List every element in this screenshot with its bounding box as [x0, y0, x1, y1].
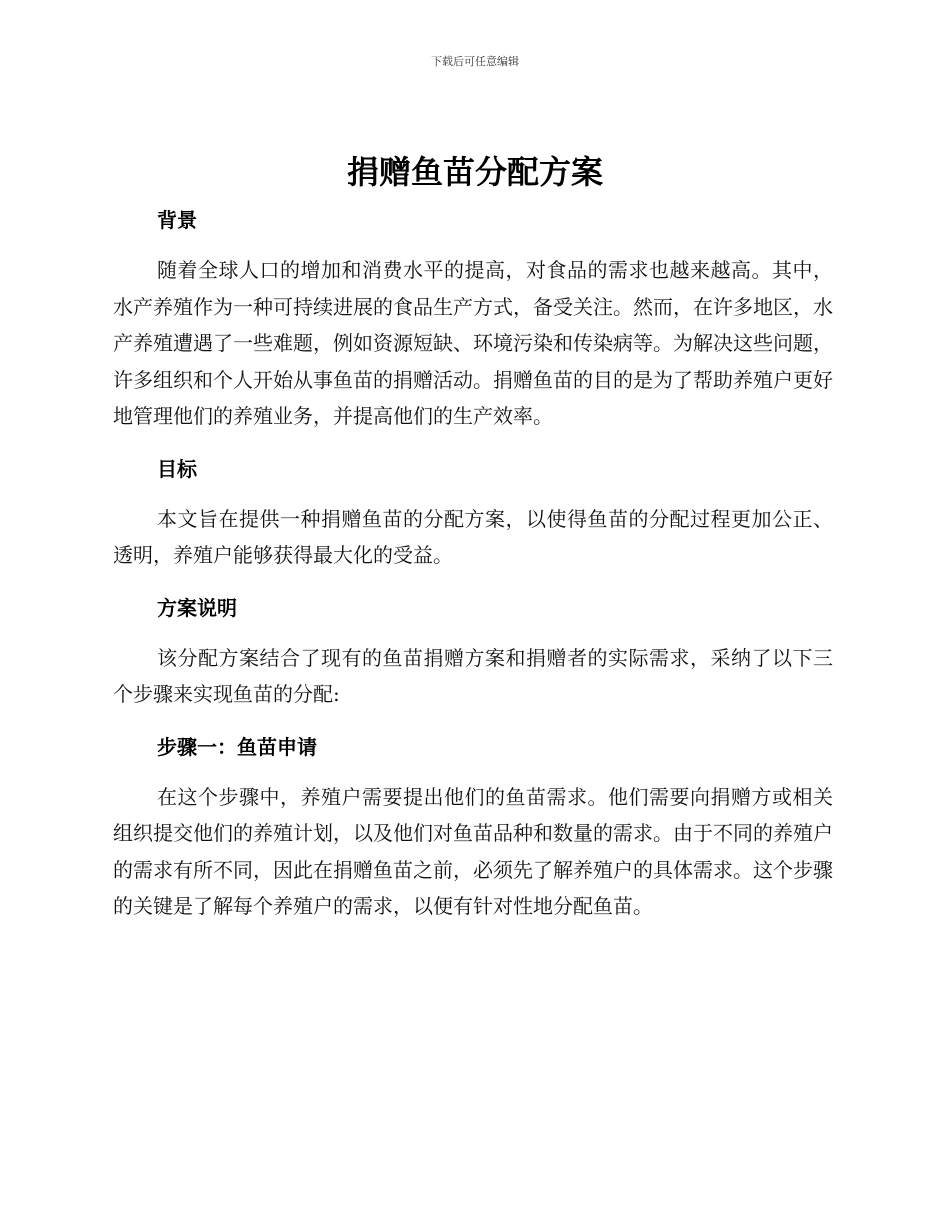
document-body: [113, 200, 833, 925]
section-heading-plan: 方案说明: [157, 595, 237, 620]
document-title: 捐赠鱼苗分配方案: [346, 153, 603, 191]
section-heading-goal: 目标: [157, 456, 197, 481]
section-paragraph-plan: 该分配方案结合了现有的鱼苗捐赠方案和捐赠者的实际需求，采纳了以下三个步骤来实现鱼苗的分配:: [113, 645, 833, 706]
section-paragraph-background: 随着全球人口的增加和消费水平的提高，对食品的需求也越来越高。其中，水产养殖作为一种可持续进展的食品生产方式，备受关注。然而，在许多地区，水产养殖遭遇了一些难题，例如资源短缺、环境污染和传染病等。为解决这些问题，许多组织和个人开始从事鱼苗的捐赠活动。捐赠鱼苗的目的是为了帮助养殖户更好地管理他们的养殖业务，并提高他们的生产效率。: [113, 258, 833, 428]
section-heading-background: 背景: [157, 208, 197, 232]
page-header: 下载后可任意编辑: [431, 55, 519, 68]
section-heading-step-one: 步骤一：鱼苗申请: [157, 734, 317, 759]
section-paragraph-step-one: 在这个步骤中，养殖户需要提出他们的鱼苗需求。他们需要向捐赠方或相关组织提交他们的养殖计划，以及他们对鱼苗品种和数量的需求。由于不同的养殖户的需求有所不同，因此在捐赠鱼苗之前，必须先了解养殖户的具体需求。这个步骤的关键是了解每个养殖户的需求，以便有针对性地分配鱼苗。: [113, 784, 833, 918]
section-paragraph-goal: 本文旨在提供一种捐赠鱼苗的分配方案，以使得鱼苗的分配过程更加公正、透明，养殖户能够获得最大化的受益。: [113, 506, 833, 567]
